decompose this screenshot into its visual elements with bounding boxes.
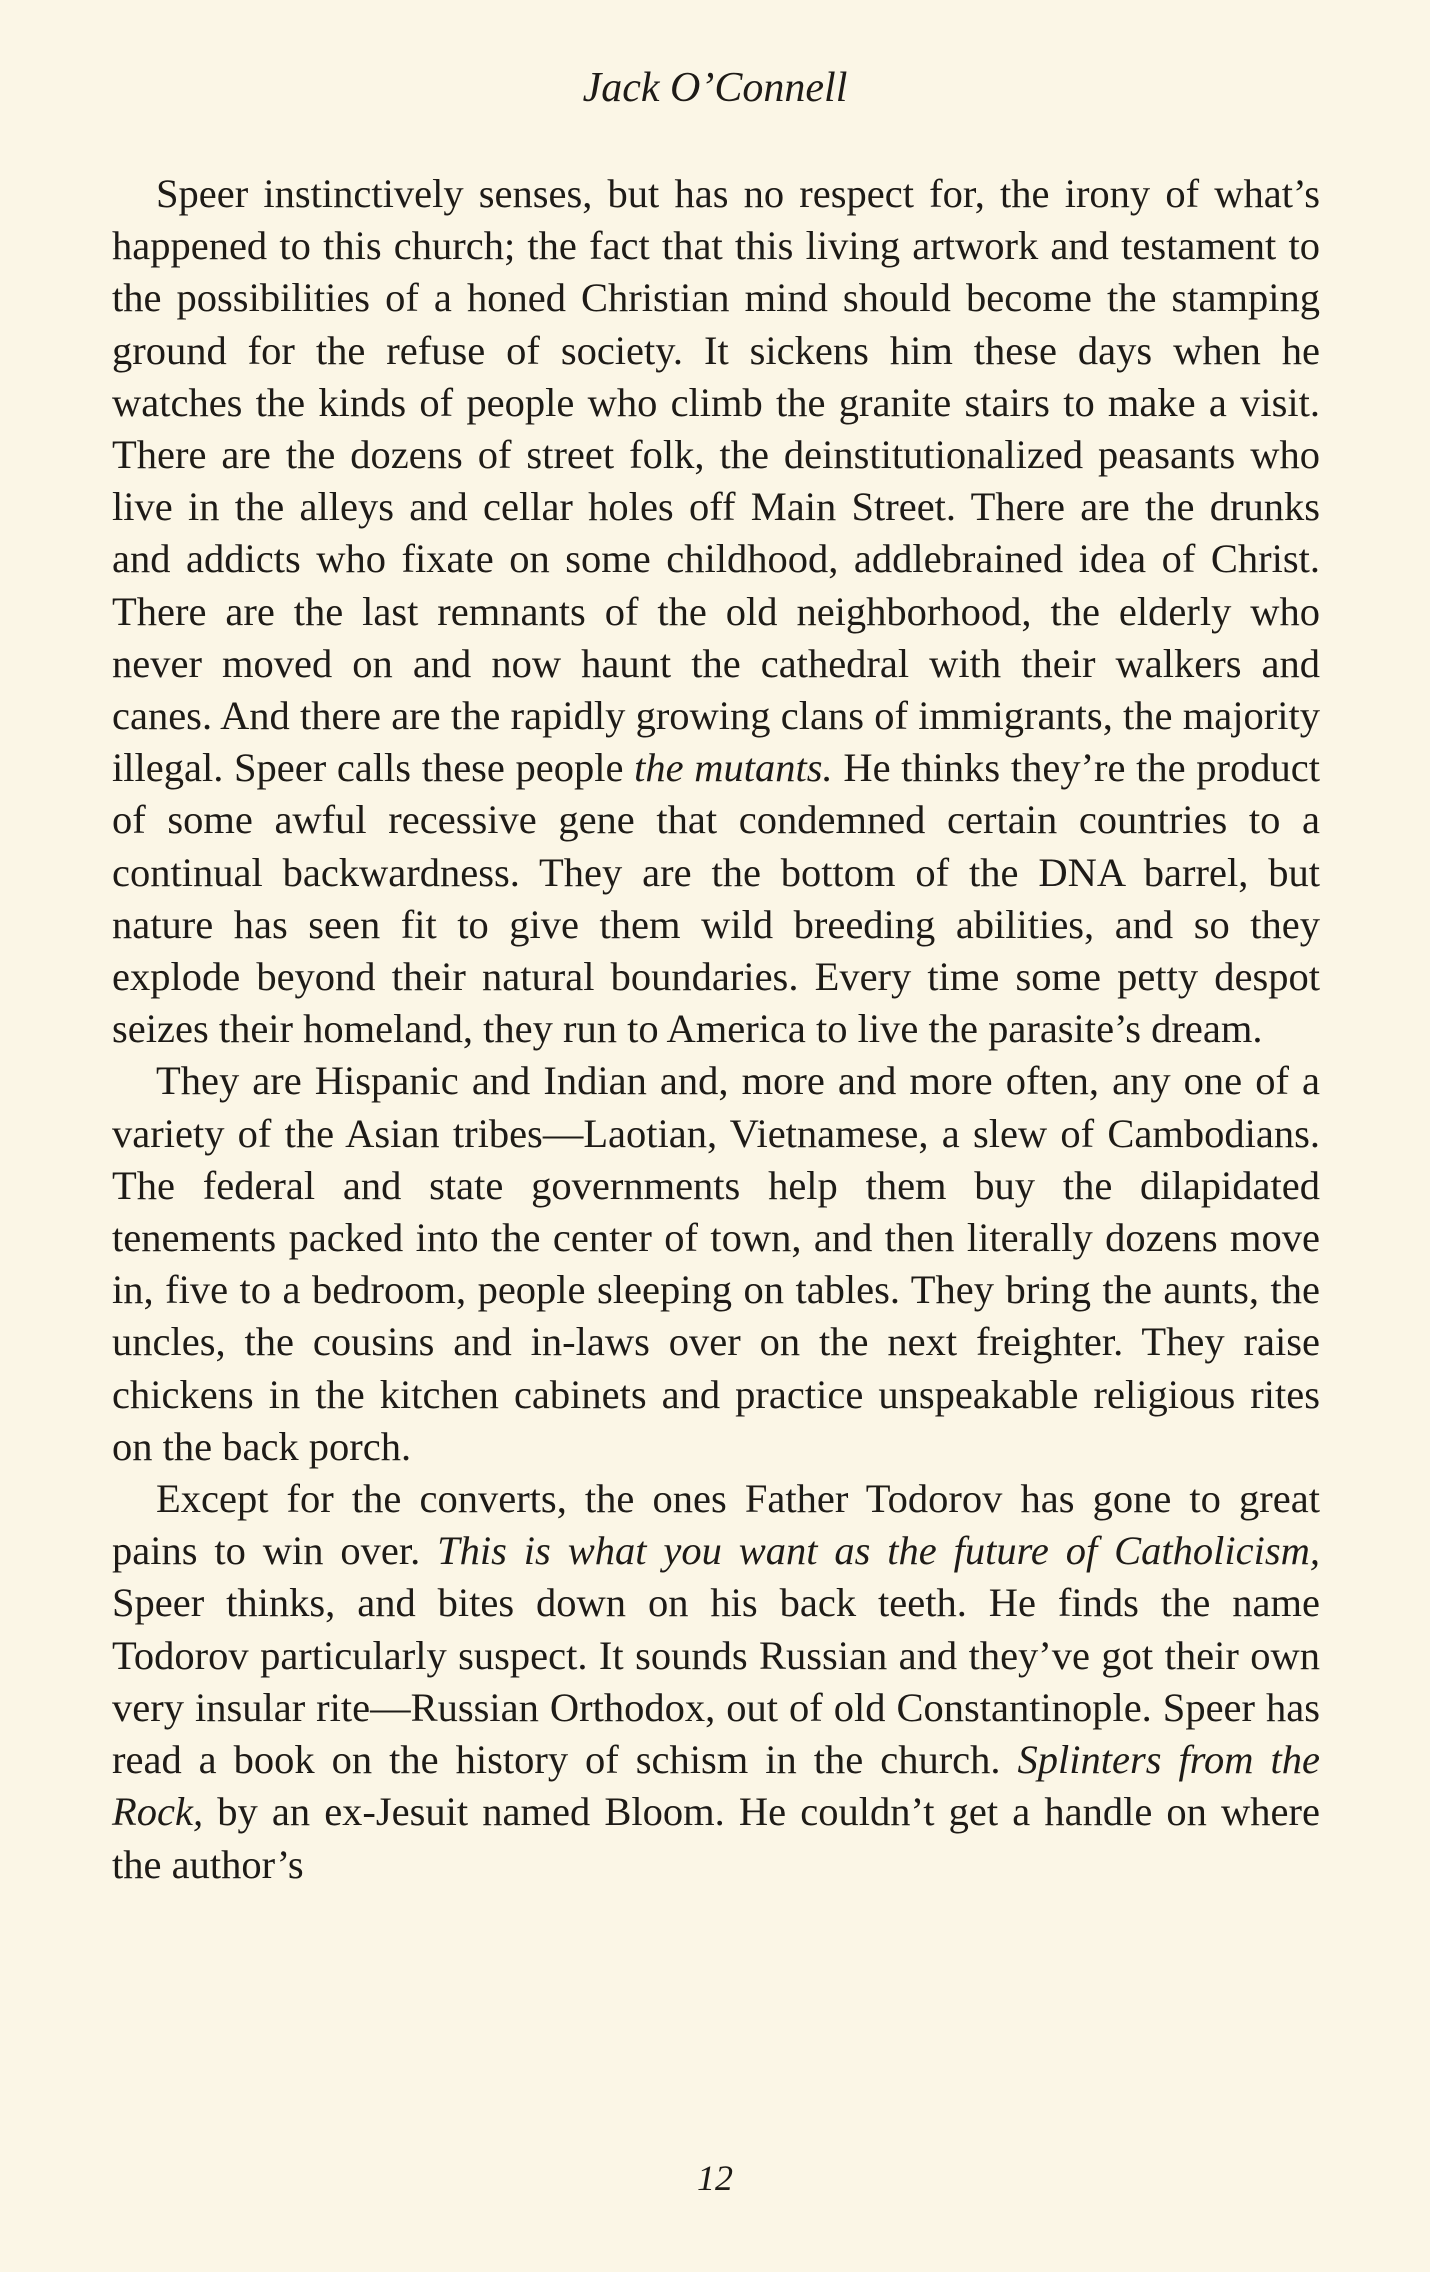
text-segment: Speer instinctively senses, but has no respect for, the irony of what’s happened to this church; the fact that this living artwork and testament to the possibilities of a honed Christian mind should become the stamping ground for the refuse of society. It sickens him these days when he watches the kinds of people who climb the granite stairs to make a visit. There are the dozens of street folk, the deinstitutionalized peasants who live in the alleys and cellar holes off Main Street. There are the drunks and addicts who fixate on some childhood, addlebrained idea of Christ. There are the last remnants of the old neighborhood, the elderly who never moved on and now haunt the cathedral with their walkers and canes. And there are the rapidly growing clans of immigrants, the majority illegal. Speer calls these people xyxy=(112,171,1320,791)
italic-segment: Splinters from the Rock, xyxy=(112,1737,1320,1835)
italic-segment: This is what you want as the future of Catholicism, xyxy=(437,1528,1320,1574)
text-segment: Except for the converts, the ones Father Todorov has gone to great pains to win over. xyxy=(112,1476,1320,1574)
paragraph-3 xyxy=(112,1473,1320,1891)
running-header: Jack O’Connell xyxy=(582,65,848,111)
text-segment: by an ex-Jesuit named Bloom. He couldn’t get a handle on where the author’s xyxy=(112,1789,1320,1887)
paragraph-2 xyxy=(112,1055,1320,1473)
text-segment: He thinks they’re the product of some awful recessive gene that condemned certain countries to a continual backwardness. They are the bottom of the DNA barrel, but nature has seen fit to give them wild breeding abilities, and so they explode beyond their natural boundaries. Every time some petty despot seizes their homeland, they run to America to live the parasite’s dream. xyxy=(112,745,1320,1052)
body-text xyxy=(112,168,1320,1891)
italic-segment: the mutants. xyxy=(634,745,833,791)
paragraph-1 xyxy=(112,168,1320,1055)
text-segment: Speer thinks, and bites down on his back teeth. He finds the name Todorov particularly suspect. It sounds Russian and they’ve got their own very insular rite—Russian Orthodox, out of old Constantinople. Speer has read a book on the history of schism in the church. xyxy=(112,1580,1320,1783)
text-segment: They are Hispanic and Indian and, more and more often, any one of a variety of the Asian tribes—Laotian, Vietnamese, a slew of Cambodians. The federal and state governments help them buy the dilapidated tenements packed into the center of town, and then literally dozens move in, five to a bedroom, people sleeping on tables. They bring the aunts, the uncles, the cousins and in-laws over on the next freighter. They raise chickens in the kitchen cabinets and practice unspeakable religious rites on the back porch. xyxy=(112,1058,1320,1469)
page-number: 12 xyxy=(697,2158,733,2198)
